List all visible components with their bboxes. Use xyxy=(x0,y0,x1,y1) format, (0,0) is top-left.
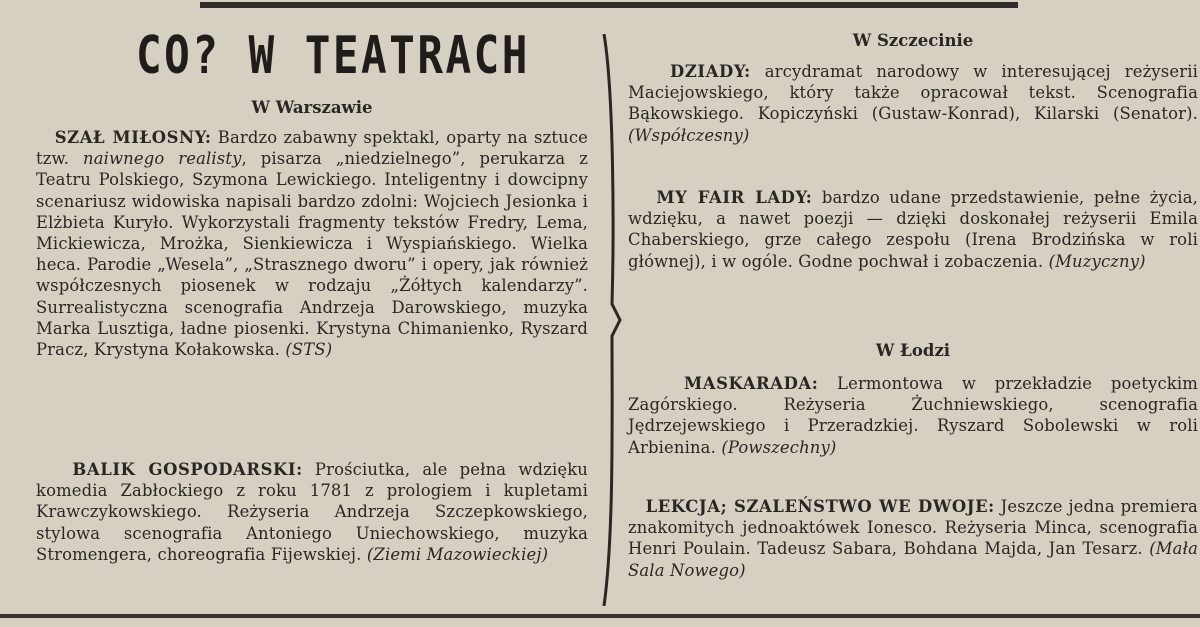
venue: (Mała Sala Nowego) xyxy=(628,539,1198,580)
top-rule xyxy=(200,2,1018,8)
bottom-rule xyxy=(0,614,1200,618)
show-title: MY FAIR LADY: xyxy=(656,188,813,207)
review-text: Jeszcze jedna premiera znakomitych jednoaktówek Ionesco. Reżyseria Minca, scenografia Henri Poulain. Tadeusz Sabara, Bohdana Majda, Jan Tesarz. xyxy=(628,497,1198,559)
venue: (STS) xyxy=(285,340,333,360)
review-text: Lermontowa w przekładzie poetyckim Zagórskiego. Reżyseria Żuchniewskiego, scenografia Jędrzejewskiego i Przeradzkiej. Ryszard Sobolewski w roli Arbienina. xyxy=(628,374,1198,457)
show-title: LEKCJA; SZALEŃSTWO WE DWOJE: xyxy=(645,497,995,516)
review-balik-gospodarski xyxy=(36,459,588,565)
review-text: , pisarza „niedzielnego”, perukarza z Teatru Polskiego, Szymona Lewickiego. Inteligentny i dowcipny scenariusz widowiska napisali bardzo zdolni: Wojciech Jesionka i Elżbieta Kuryło. Wykorzystali fragmenty tekstów Fredry, Lema, Mickiewicza, Mrożka, Sienkiewicza i Wyspiańskiego. Wielka heca. Parodie „Wesela”, „Strasznego dworu” i opery, jak również współczesnych piosenek w rodzaju „Żółtych kalendarzy”. Surrealistyczna scenografia Andrzeja Darowskiego, muzyka Marka Lusztiga, ładne piosenki. Krystyna Chimanienko, Ryszard Pracz, Krystyna Kołakowska. xyxy=(36,149,588,360)
city-heading-warszawa: W Warszawie xyxy=(251,98,373,117)
review-text: Prościutka, ale pełna wdzięku komedia Zabłockiego z roku 1781 z prologiem i kupletami Krawczykowskiego. Reżyseria Andrzeja Szczepkowskiego, stylowa scenografia Antoniego Uniechowskiego, muzyka Stromengera, choreografia Fijewskiej. xyxy=(36,460,588,564)
review-dziady xyxy=(628,61,1198,146)
show-title: BALIK GOSPODARSKI: xyxy=(72,460,303,479)
review-text-italic: naiwnego realisty xyxy=(82,149,242,169)
review-szal-milosny xyxy=(36,127,588,360)
show-title: MASKARADA: xyxy=(684,374,819,393)
venue: (Współczesny) xyxy=(628,125,750,145)
review-text: arcydramat narodowy w interesującej reżyserii Maciejowskiego, który także opracował tekst. Scenografia Bąkowskiego. Kopiczyński (Gustaw-Konrad), Kilarski (Senator). xyxy=(628,62,1198,124)
show-title: DZIADY: xyxy=(670,62,751,81)
page-title: CO? W TEATRACH xyxy=(136,26,530,86)
venue: (Powszechny) xyxy=(721,437,837,457)
city-heading-szczecin: W Szczecinie xyxy=(852,31,974,50)
review-my-fair-lady xyxy=(628,187,1198,272)
review-maskarada xyxy=(628,373,1198,458)
review-lekcja xyxy=(628,496,1198,581)
review-text: Bardzo zabawny spektakl, oparty na sztuce tzw. xyxy=(36,128,588,169)
review-text: bardzo udane przedstawienie, pełne życia, wdzięku, a nawet poezji — dzięki doskonałej reżyserii Emila Chaberskiego, grze całego zespołu (Irena Brodzińska w roli głównej), i w ogóle. Godne pochwał i zobaczenia. xyxy=(628,188,1198,271)
show-title: SZAŁ MIŁOSNY: xyxy=(54,128,212,147)
venue: (Ziemi Mazowieckiej) xyxy=(366,544,549,564)
column-divider xyxy=(600,34,624,606)
venue: (Muzyczny) xyxy=(1048,251,1146,271)
city-heading-lodz: W Łodzi xyxy=(875,341,951,360)
